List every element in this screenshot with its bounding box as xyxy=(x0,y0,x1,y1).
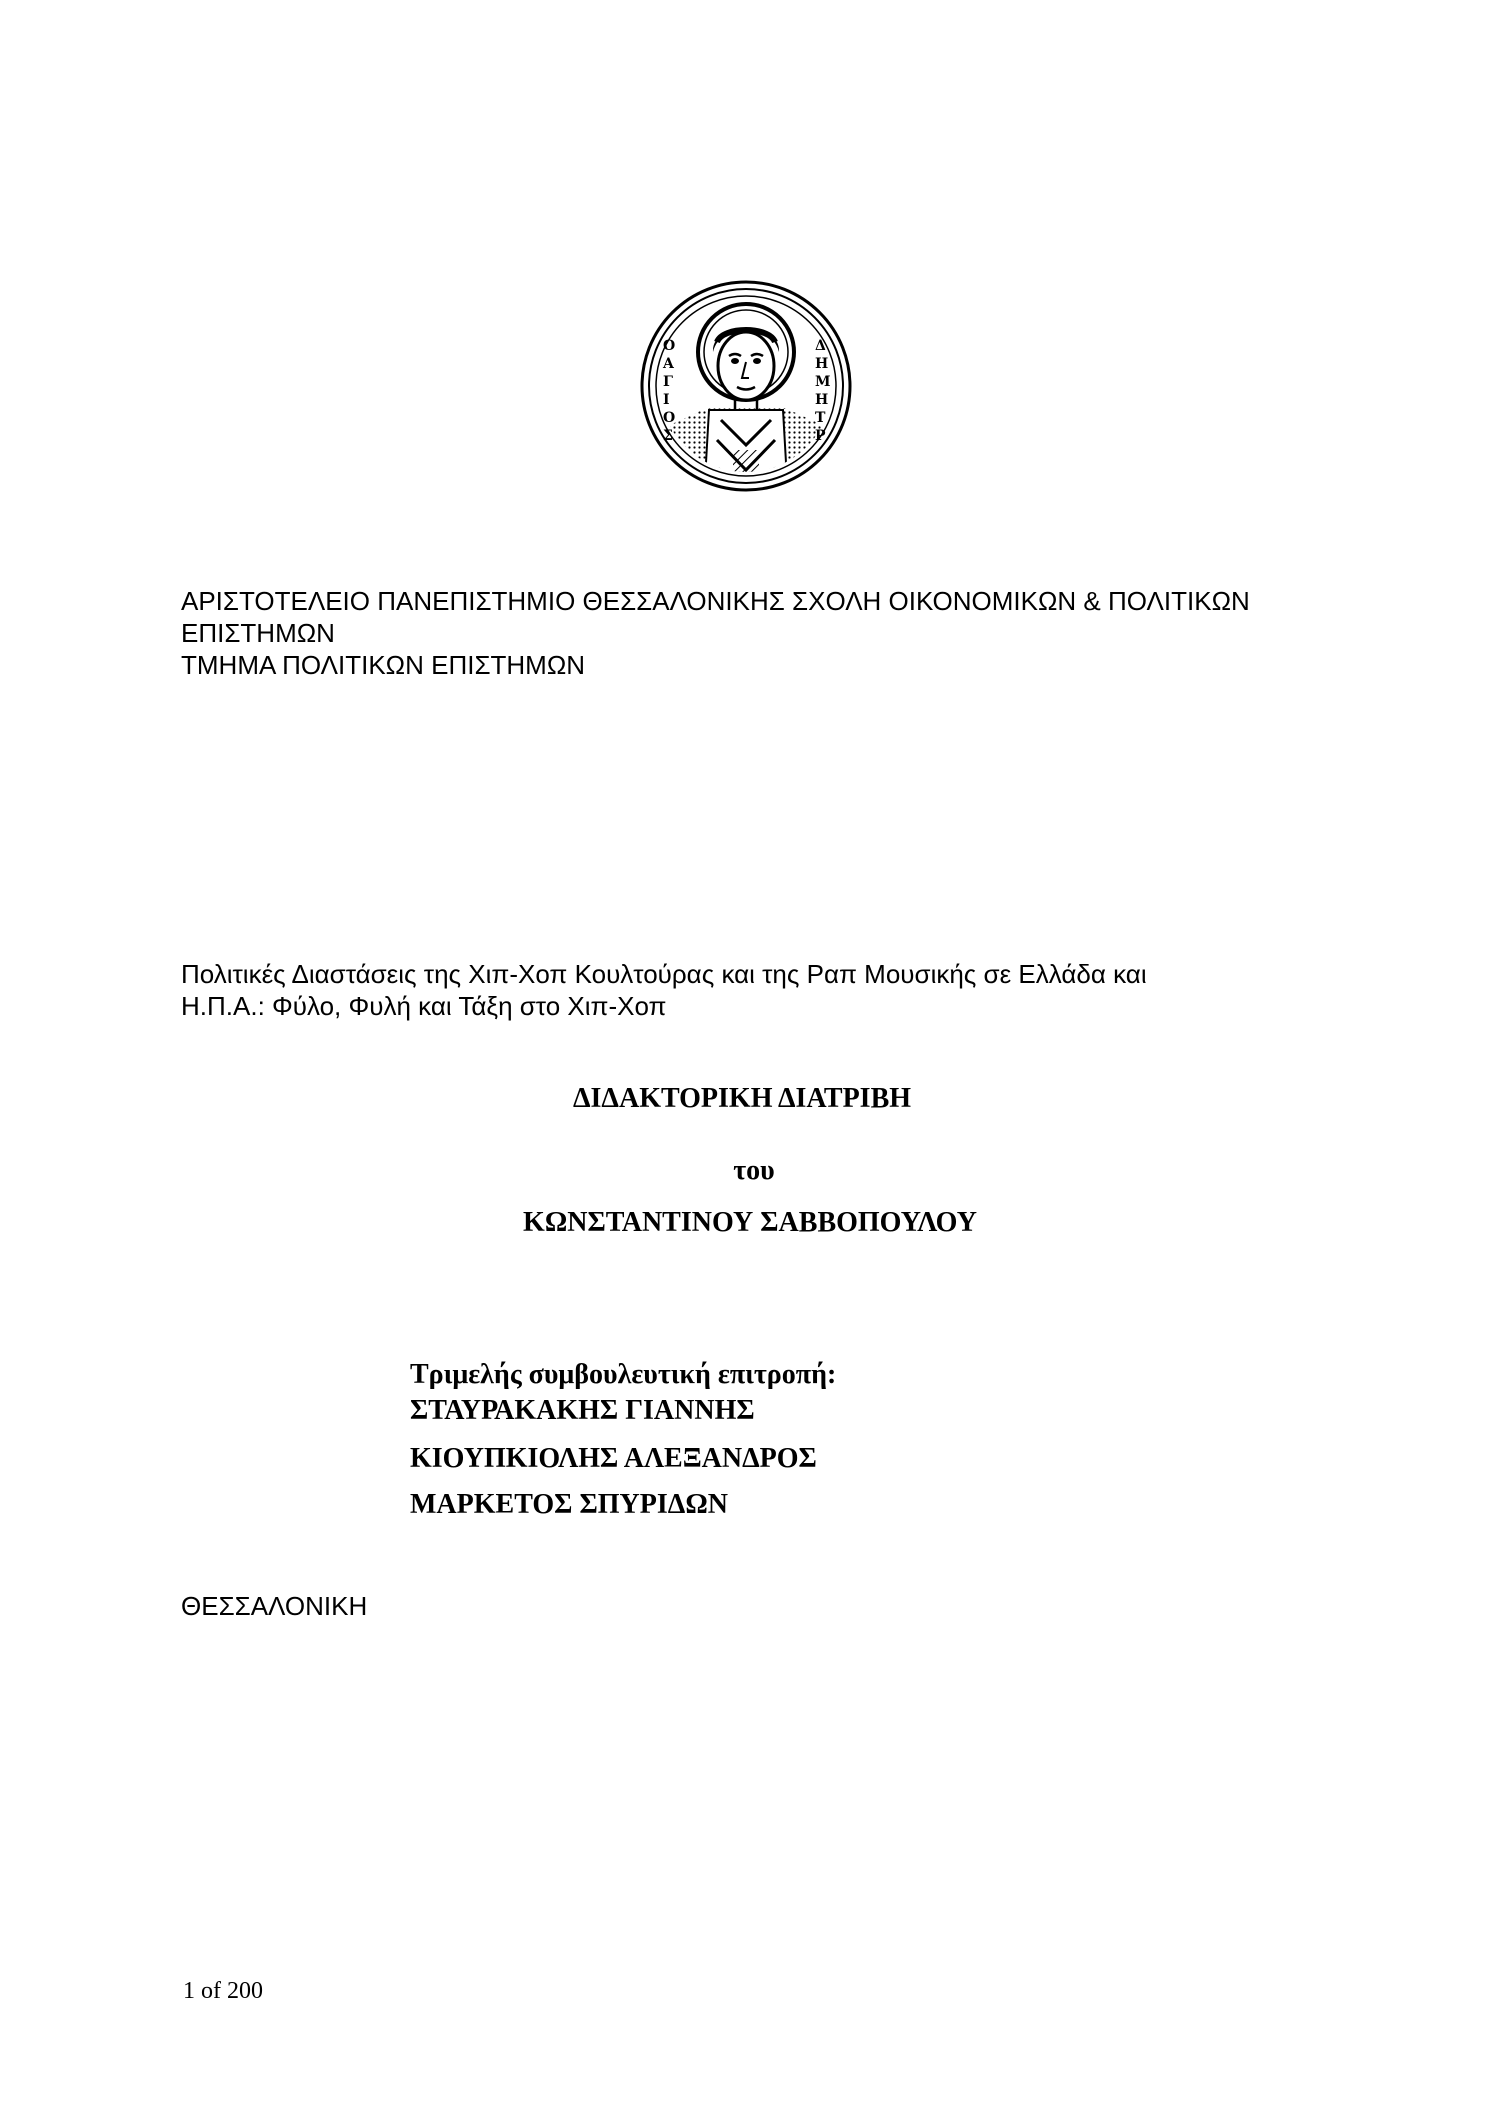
svg-text:Μ: Μ xyxy=(815,374,831,390)
committee-member: ΜΑΡΚΕΤΟΣ ΣΠΥΡΙΔΩΝ xyxy=(410,1489,728,1520)
department-name: ΤΜΗΜΑ ΠΟΛΙΤΙΚΩΝ ΕΠΙΣΤΗΜΩΝ xyxy=(181,650,586,680)
university-name-line-1: ΑΡΙΣΤΟΤΕΛΕΙΟ ΠΑΝΕΠΙΣΤΗΜΙΟ ΘΕΣΣΑΛΟΝΙΚΗΣ ΣΧΟΛΗ ΟΙΚΟΝΟΜΙΚΩΝ & ΠΟΛΙΤΙΚΩΝ xyxy=(181,586,1250,616)
university-header xyxy=(181,585,1331,681)
svg-text:Δ: Δ xyxy=(815,338,826,354)
svg-text:Η: Η xyxy=(815,356,829,372)
svg-text:Α: Α xyxy=(663,356,674,372)
university-seal-icon xyxy=(637,280,855,492)
advisory-committee xyxy=(410,1358,1310,1524)
city: ΘΕΣΣΑΛΟΝΙΚΗ xyxy=(181,1591,368,1621)
thesis-title-line-1: Πολιτικές Διαστάσεις της Χιπ-Χοπ Κουλτούρας και της Ραπ Μουσικής σε Ελλάδα και xyxy=(181,959,1147,989)
svg-text:Σ: Σ xyxy=(663,428,673,444)
page-number: 1 of 200 xyxy=(183,1978,263,2004)
thesis-title xyxy=(181,958,1331,1022)
svg-text:Τ: Τ xyxy=(815,410,826,426)
thesis-title-line-2: Η.Π.Α.: Φύλο, Φυλή και Τάξη στο Χιπ-Χοπ xyxy=(181,991,667,1021)
committee-member: ΚΙΟΥΠΚΙΟΛΗΣ ΑΛΕΞΑΝΔΡΟΣ xyxy=(410,1443,817,1474)
svg-text:Ι: Ι xyxy=(663,392,670,408)
author-name: ΚΩΝΣΤΑΝΤΙΝΟΥ ΣΑΒΒΟΠΟΥΛΟΥ xyxy=(523,1207,977,1238)
svg-text:Ο: Ο xyxy=(663,410,676,426)
committee-heading: Τριμελής συμβουλευτική επιτροπή: xyxy=(410,1359,837,1390)
committee-member: ΣΤΑΥΡΑΚΑΚΗΣ ΓΙΑΝΝΗΣ xyxy=(410,1395,755,1426)
author-preposition: του xyxy=(733,1155,775,1186)
svg-text:Ρ: Ρ xyxy=(815,428,826,444)
svg-text:Γ: Γ xyxy=(663,374,673,390)
thesis-type: ΔΙΔΑΚΤΟΡΙΚΗ ΔΙΑΤΡΙΒΗ xyxy=(572,1083,912,1114)
university-name-line-2: ΕΠΙΣΤΗΜΩΝ xyxy=(181,618,335,648)
svg-text:Ο: Ο xyxy=(663,338,676,354)
svg-text:Η: Η xyxy=(815,392,829,408)
